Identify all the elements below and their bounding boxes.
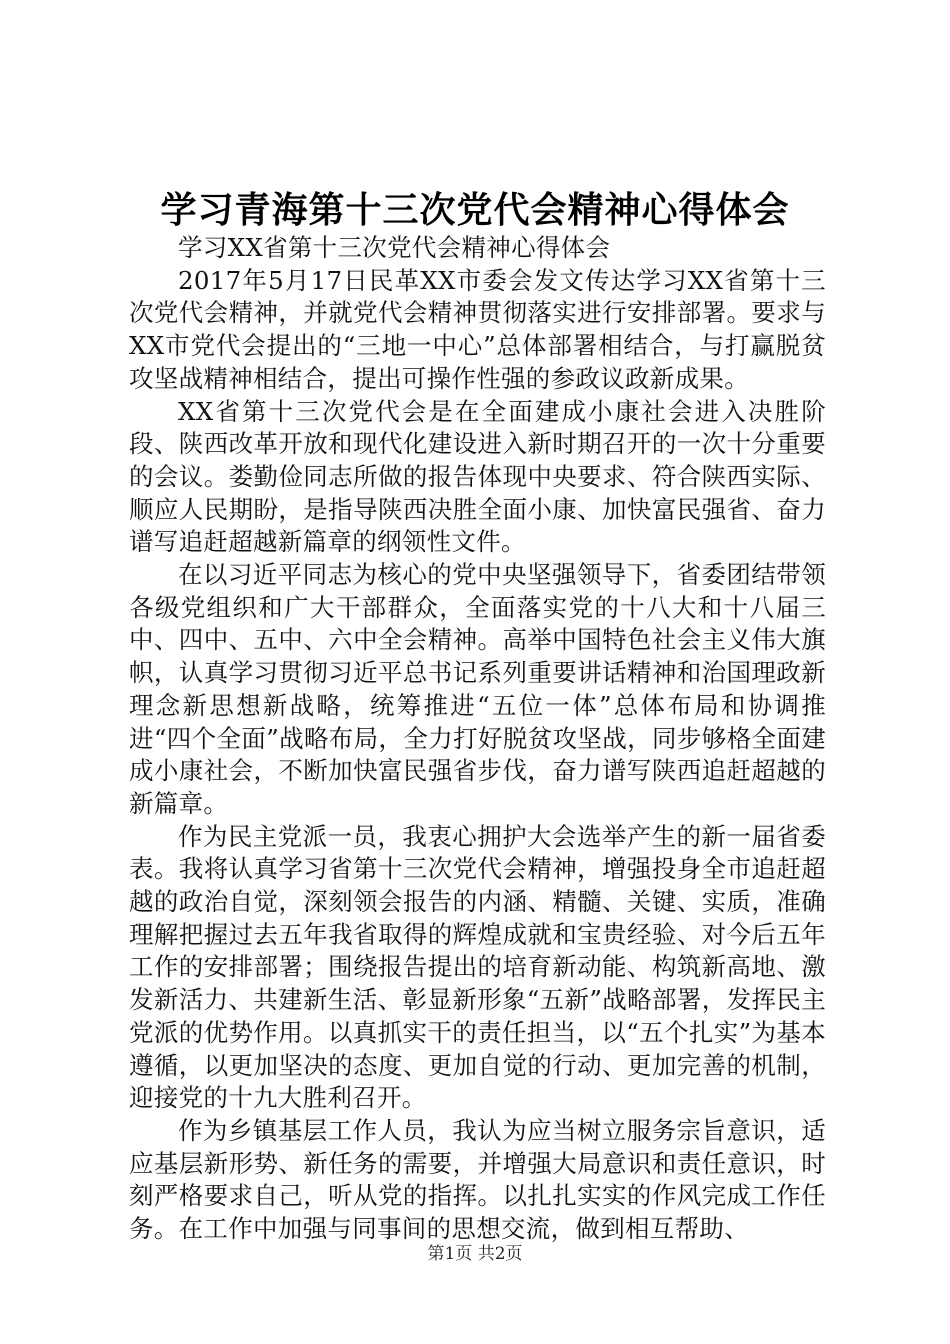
paragraph: 在以习近平同志为核心的党中央坚强领导下，省委团结带领各级党组织和广大干部群众，全面落实党的十八大和十八届三中、四中、五中、六中全会精神。高举中国特色社会主义伟大旗帜，认真学习贯彻习近平总书记系列重要讲话精神和治国理政新理念新思想新战略，统筹推进“五位一体”总体布局和协调推进“四个全面”战略布局，全力打好脱贫攻坚战，同步够格全面建成小康社会，不断加快富民强省步伐，奋力谱写陕西追赶超越的新篇章。 — [129, 560, 826, 818]
document-title: 学习青海第十三次党代会精神心得体会 — [160, 189, 790, 231]
paragraph: 2017年5月17日民革XX市委会发文传达学习XX省第十三次党代会精神，并就党代会精神贯彻落实进行安排部署。要求与XX市党代会提出的“三地一中心”总体部署相结合，与打赢脱贫攻坚战精神相结合，提出可操作性强的参政议政新成果。 — [129, 265, 826, 393]
document-body — [129, 232, 826, 1246]
paragraph: XX省第十三次党代会是在全面建成小康社会进入决胜阶段、陕西改革开放和现代化建设进入新时期召开的一次十分重要的会议。娄勤俭同志所做的报告体现中央要求、符合陕西实际、顺应人民期盼，是指导陕西决胜全面小康、加快富民强省、奋力谱写追赶超越新篇章的纲领性文件。 — [129, 396, 826, 557]
paragraph: 作为民主党派一员，我衷心拥护大会选举产生的新一届省委表。我将认真学习省第十三次党代会精神，增强投身全市追赶超越的政治自觉，深刻领会报告的内涵、精髓、关键、实质，准确理解把握过去五年我省取得的辉煌成就和宝贵经验、对今后五年工作的安排部署；围绕报告提出的培育新动能、构筑新高地、激发新活力、共建新生活、彰显新形象“五新”战略部署，发挥民主党派的优势作用。以真抓实干的责任担当，以“五个扎实”为基本遵循，以更加坚决的态度、更加自觉的行动、更加完善的机制，迎接党的十九大胜利召开。 — [129, 821, 826, 1113]
page-number-footer: 第1页 共2页 — [427, 1244, 523, 1264]
subtitle-paragraph: 学习XX省第十三次党代会精神心得体会 — [178, 233, 611, 262]
paragraph: 作为乡镇基层工作人员，我认为应当树立服务宗旨意识，适应基层新形势、新任务的需要，并增强大局意识和责任意识，时刻严格要求自己，听从党的指挥。以扎扎实实的作风完成工作任务。在工作中加强与同事间的思想交流，做到相互帮助、 — [129, 1115, 826, 1244]
